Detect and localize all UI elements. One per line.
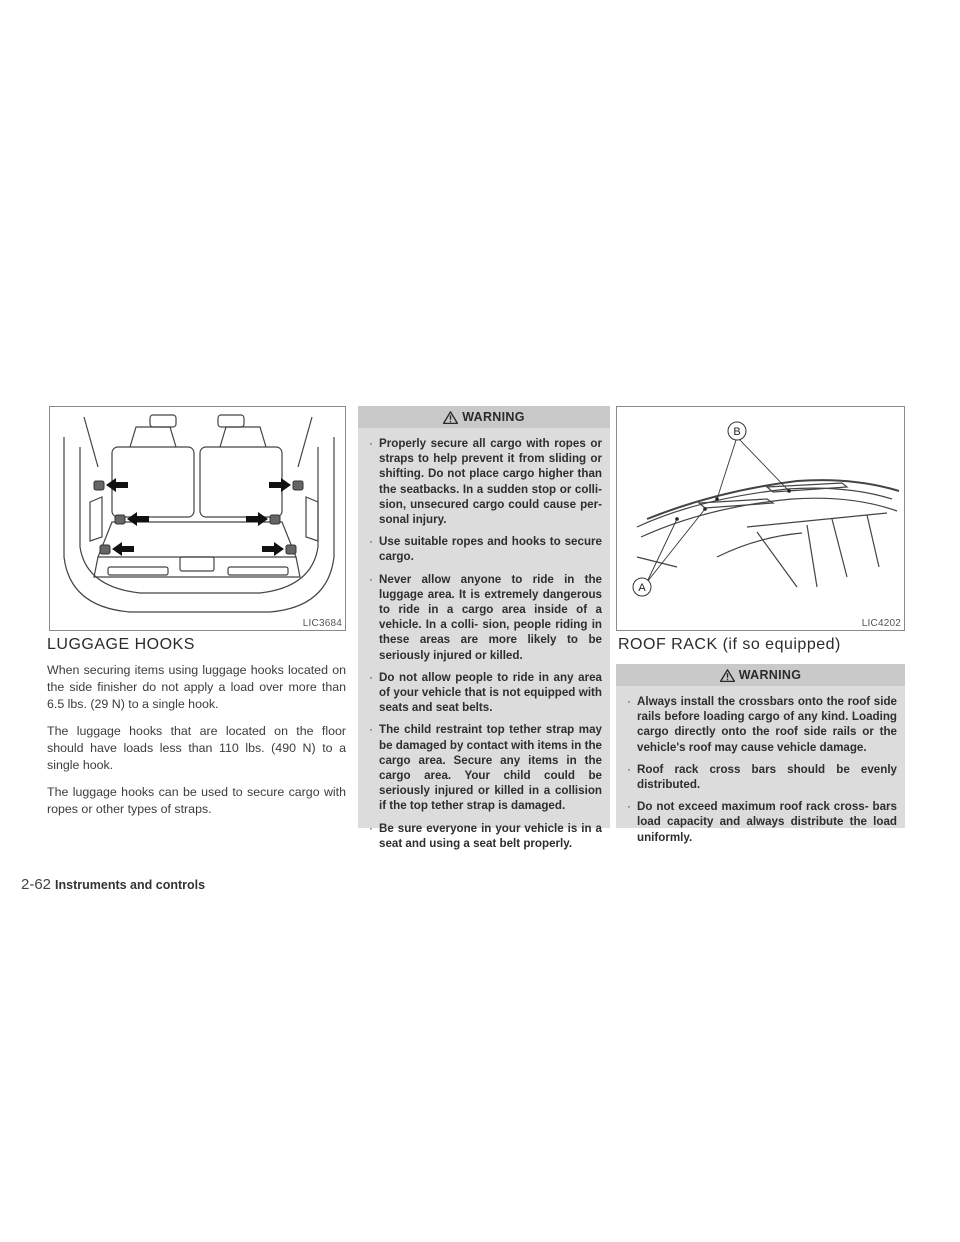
warning-header [358, 406, 610, 428]
luggage-hooks-heading: LUGGAGE HOOKS [47, 636, 195, 653]
figure-code: LIC4202 [861, 618, 901, 629]
roof-warning-box [616, 664, 905, 844]
paragraph: The luggage hooks can be used to secure cargo with ropes or other types of straps. [47, 785, 346, 816]
chapter-title: Instruments and controls [55, 878, 206, 892]
roof-rack-heading: ROOF RACK (if so equipped) [618, 636, 841, 653]
list-item: · Properly secure all cargo with ropes or straps to help prevent it from sliding or shifting. Do not place cargo higher than the seatbacks. In a sudden stop or colli- sion, unsecured cargo could cause per- sonal injury. [369, 437, 602, 527]
roof-rack-figure [616, 406, 905, 631]
figure-code: LIC3684 [302, 618, 342, 629]
page-footer [21, 876, 205, 893]
warning-triangle-icon [720, 669, 735, 682]
cargo-area-illustration [50, 407, 346, 631]
roof-rack-illustration [617, 407, 905, 631]
warning-list [358, 428, 610, 864]
list-item: · The child restraint top tether strap may be damaged by contact with items in the cargo area. Secure any items in the cargo area. Your child could be seriously injured or killed in a collision if the top tether strap is damaged. [369, 723, 602, 813]
list-item: · Roof rack cross bars should be evenly distributed. [627, 762, 897, 792]
list-item: · Do not allow people to ride in any area of your vehicle that is not equipped with seats and seat belts. [369, 670, 602, 715]
callout-b-label: B [733, 426, 741, 438]
list-item: · Never allow anyone to ride in the luggage area. It is extremely dangerous to ride in a cargo area inside of a vehicle. In a colli- sion, people riding in these areas are more likely to be seriously injured or killed. [369, 572, 602, 662]
warning-header [616, 664, 905, 686]
arrow-icon [106, 478, 291, 556]
paragraph: When securing items using luggage hooks located on the side finisher do not apply a load over more than 6.5 lbs. (29 N) to a single hook. [47, 663, 346, 711]
cargo-warning-box [358, 406, 610, 850]
warning-heading: WARNING [738, 668, 802, 682]
list-item: · Use suitable ropes and hooks to secure cargo. [369, 535, 602, 564]
paragraph: The luggage hooks that are located on the floor should have loads less than 110 lbs. (490 N) to a single hook. [47, 724, 346, 772]
callout-a-label: A [638, 582, 646, 594]
list-item: · Be sure everyone in your vehicle is in a seat and using a seat belt properly. [369, 821, 602, 850]
warning-list [616, 686, 905, 858]
list-item: · Do not exceed maximum roof rack cross- bars load capacity and always distribute the load uniformly. [627, 800, 897, 844]
list-item: · Always install the crossbars onto the roof side rails before loading cargo of any kind. Loading cargo directly onto the roof side rails or the vehicle's roof may cause vehicle damage. [627, 695, 897, 754]
luggage-hooks-body [47, 662, 346, 828]
page-number: 2-62 [21, 876, 52, 893]
warning-heading: WARNING [462, 410, 525, 424]
luggage-hooks-figure [49, 406, 346, 631]
warning-triangle-icon [443, 411, 458, 424]
